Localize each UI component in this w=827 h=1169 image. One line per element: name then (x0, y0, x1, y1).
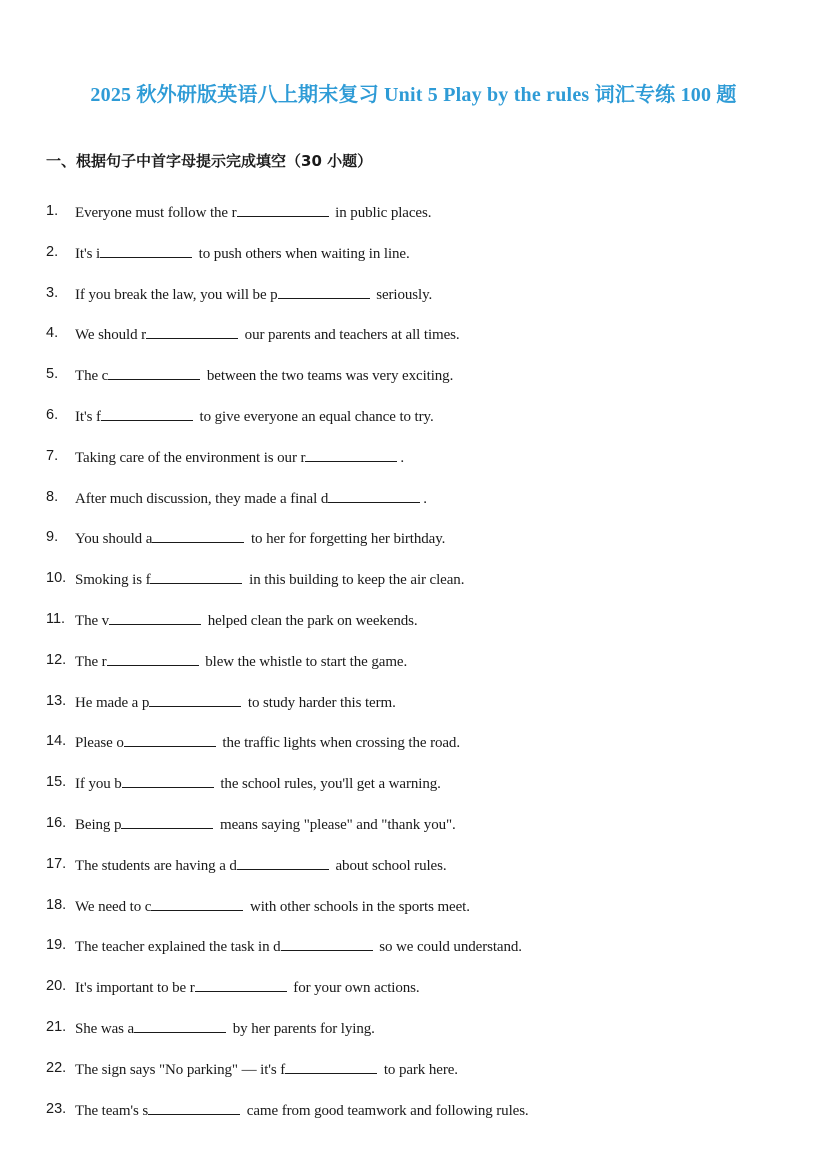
question-number: 3. (46, 284, 59, 301)
question-text (75, 444, 404, 470)
question-text-after: helped clean the park on weekends. (204, 612, 418, 629)
question-text-before: Please o (75, 735, 124, 752)
question-number: 21. (46, 1018, 67, 1035)
question-text-before: He made a p (75, 694, 150, 711)
question-text (75, 852, 447, 878)
question-text-before: If you break the law, you will be p (75, 286, 278, 303)
answer-blank[interactable] (237, 199, 329, 217)
question-item (0, 770, 827, 811)
question-item (0, 403, 827, 444)
question-item (0, 240, 827, 281)
question-text-after: blew the whistle to start the game. (201, 653, 408, 670)
answer-blank[interactable] (100, 240, 192, 258)
question-number: 7. (46, 447, 59, 464)
question-item (0, 1056, 827, 1097)
question-text-after: in this building to keep the air clean. (245, 572, 465, 589)
answer-blank[interactable] (151, 893, 243, 911)
question-text (75, 1097, 529, 1123)
question-number: 1. (46, 203, 59, 219)
question-number: 12. (46, 651, 67, 668)
answer-blank[interactable] (124, 729, 216, 747)
question-text-after: to her for forgetting her birthday. (247, 531, 446, 548)
question-text-before: The v (75, 612, 110, 629)
question-text-after: between the two teams was very exciting. (203, 368, 454, 385)
question-text-after: by her parents for lying. (229, 1020, 375, 1037)
answer-blank[interactable] (278, 281, 370, 299)
question-text (75, 689, 396, 715)
answer-blank[interactable] (285, 1056, 377, 1074)
question-text-before: The r (75, 653, 107, 670)
question-text-after: about school rules. (331, 857, 447, 874)
question-item (0, 525, 827, 566)
question-number: 17. (46, 855, 67, 872)
answer-blank[interactable] (134, 1015, 226, 1033)
question-text-before: If you b (75, 776, 122, 793)
question-number: 13. (46, 692, 67, 709)
question-number: 4. (46, 325, 59, 342)
question-text-after: for your own actions. (289, 980, 420, 997)
question-number: 5. (46, 366, 59, 383)
answer-blank[interactable] (108, 362, 200, 380)
question-text-before: Everyone must follow the r (75, 205, 237, 221)
question-number: 9. (46, 529, 59, 546)
question-text-before: The teacher explained the task in d (75, 939, 281, 956)
question-text (75, 485, 427, 511)
question-number: 18. (46, 896, 67, 913)
question-text-after: our parents and teachers at all times. (241, 327, 460, 344)
answer-blank[interactable] (107, 648, 199, 666)
question-number: 14. (46, 733, 67, 750)
answer-blank[interactable] (305, 444, 397, 462)
question-item (0, 1015, 827, 1056)
question-text-before: The sign says "No parking" — it's f (75, 1061, 286, 1078)
question-text-after: to park here. (380, 1061, 458, 1078)
question-list (0, 199, 827, 1137)
question-text (75, 321, 460, 347)
question-item (0, 485, 827, 526)
question-text-before: Taking care of the environment is our r (75, 449, 306, 466)
question-text-after: so we could understand. (375, 939, 522, 956)
question-text-before: It's important to be r (75, 980, 195, 997)
question-number: 15. (46, 774, 67, 791)
question-text-after: the traffic lights when crossing the road. (218, 735, 460, 752)
question-text-after: to give everyone an equal chance to try. (195, 408, 434, 425)
question-text-before: The c (75, 368, 109, 385)
question-text (75, 729, 460, 755)
question-item (0, 893, 827, 934)
question-text (75, 525, 445, 551)
section-heading: 一、根据句子中首字母提示完成填空（30 小题） (46, 152, 373, 170)
question-text (75, 1015, 375, 1041)
question-text-after: to study harder this term. (244, 694, 396, 711)
question-item (0, 852, 827, 893)
answer-blank[interactable] (195, 974, 287, 992)
question-item (0, 607, 827, 648)
answer-blank[interactable] (150, 566, 242, 584)
question-text (75, 933, 522, 959)
question-text (75, 362, 453, 388)
question-text (75, 1056, 458, 1082)
question-text (75, 566, 464, 592)
question-number: 8. (46, 488, 59, 505)
question-text-after: with other schools in the sports meet. (246, 898, 470, 915)
question-text (75, 403, 434, 429)
question-text-before: After much discussion, they made a final d (75, 490, 329, 507)
question-text (75, 974, 420, 1000)
question-text (75, 811, 456, 837)
question-number: 10. (46, 570, 67, 587)
question-text-before: She was a (75, 1020, 135, 1037)
question-item (0, 566, 827, 607)
answer-blank[interactable] (109, 607, 201, 625)
answer-blank[interactable] (281, 933, 373, 951)
answer-blank[interactable] (122, 770, 214, 788)
question-text-before: Being p (75, 816, 122, 833)
answer-blank[interactable] (149, 689, 241, 707)
question-item (0, 689, 827, 730)
question-item (0, 648, 827, 689)
answer-blank[interactable] (237, 852, 329, 870)
question-text (75, 648, 407, 674)
question-item (0, 974, 827, 1015)
answer-blank[interactable] (148, 1097, 240, 1115)
document-title: 2025 秋外研版英语八上期末复习 Unit 5 Play by the rules 词汇专练 100 题 (90, 84, 737, 106)
question-number: 6. (46, 406, 59, 423)
question-text-before: We should r (75, 327, 147, 344)
question-item (0, 1097, 827, 1138)
question-item (0, 281, 827, 322)
answer-blank[interactable] (152, 525, 244, 543)
question-item (0, 811, 827, 852)
question-number: 20. (46, 978, 67, 995)
question-text-before: You should a (75, 531, 153, 548)
question-text (75, 607, 418, 633)
question-number: 11. (46, 610, 66, 627)
question-text-before: The students are having a d (75, 857, 237, 874)
answer-blank[interactable] (328, 485, 420, 503)
question-item (0, 933, 827, 974)
question-text-before: It's i (75, 245, 101, 262)
question-number: 22. (46, 1059, 67, 1076)
question-text (75, 770, 441, 796)
question-item (0, 444, 827, 485)
question-text-after: the school rules, you'll get a warning. (216, 776, 441, 793)
question-number: 2. (46, 243, 59, 260)
answer-blank[interactable] (101, 403, 193, 421)
question-text (75, 893, 470, 919)
question-text-before: The team's s (75, 1102, 149, 1119)
question-number: 19. (46, 937, 67, 954)
question-number: 23. (46, 1100, 67, 1117)
question-text-after: means saying "please" and "thank you". (216, 816, 456, 833)
answer-blank[interactable] (146, 321, 238, 339)
question-text-before: It's f (75, 408, 101, 425)
question-text (75, 240, 410, 266)
question-item (0, 362, 827, 403)
question-item (0, 729, 827, 770)
question-text (75, 199, 431, 225)
question-text-after: seriously. (372, 286, 433, 303)
answer-blank[interactable] (121, 811, 213, 829)
question-text-after: in public places. (331, 205, 432, 221)
question-text-after: to push others when waiting in line. (195, 245, 410, 262)
question-text-before: Smoking is f (75, 572, 151, 589)
question-item (0, 199, 827, 240)
question-text (75, 281, 432, 307)
question-item (0, 321, 827, 362)
question-text-before: We need to c (75, 898, 152, 915)
question-text-after: . (423, 490, 427, 507)
question-text-after: came from good teamwork and following rules. (243, 1102, 529, 1119)
question-number: 16. (46, 814, 67, 831)
question-text-after: . (400, 449, 405, 466)
